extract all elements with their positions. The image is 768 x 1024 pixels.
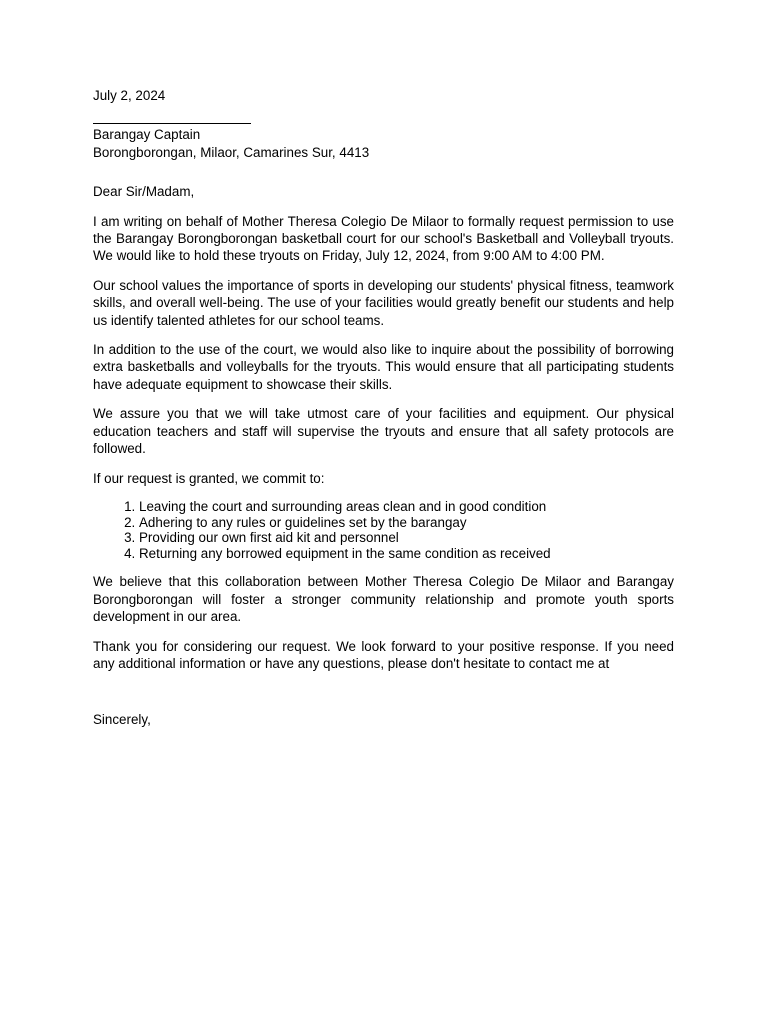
recipient-name-blank-line bbox=[93, 123, 251, 124]
closing: Sincerely, bbox=[93, 712, 151, 728]
salutation: Dear Sir/Madam, bbox=[93, 184, 195, 200]
list-item: 1. Leaving the court and surrounding areas clean and in good condition bbox=[139, 499, 674, 515]
body-paragraph-thanks: Thank you for considering our request. We look forward to your positive response. If you need any additional information or have any questions, please don't hesitate to contact me at bbox=[93, 638, 674, 671]
recipient-block bbox=[93, 123, 674, 161]
letter-date: July 2, 2024 bbox=[93, 88, 166, 103]
commit-intro: If our request is granted, we commit to: bbox=[93, 470, 325, 486]
body-paragraph-values: Our school values the importance of sports in developing our students' physical fitness, teamwork skills, and overall well-being. The use of your facilities would greatly benefit our students and help us identify talented athletes for our school teams. bbox=[93, 277, 674, 328]
body-paragraph-collaboration: We believe that this collaboration between Mother Theresa Colegio De Milaor and Barangay Borongborongan will foster a stronger community relationship and promote youth sports development in our area. bbox=[93, 574, 674, 625]
body-paragraph-request: I am writing on behalf of Mother Theresa Colegio De Milaor to formally request permission to use the Barangay Borongborongan basketball court for our school's Basketball and Volleyball tryouts. We would like to hold these tryouts on Friday, July 12, 2024, from 9:00 AM to 4:00 PM. bbox=[93, 213, 674, 264]
recipient-title: Barangay Captain bbox=[93, 127, 201, 143]
list-item: 3. Providing our own first aid kit and personnel bbox=[139, 530, 674, 546]
body-paragraph-equipment: In addition to the use of the court, we would also like to inquire about the possibility of borrowing extra basketballs and volleyballs for the tryouts. This would ensure that all participating students have adequate equipment to showcase their skills. bbox=[93, 342, 674, 392]
recipient-address: Borongborongan, Milaor, Camarines Sur, 4413 bbox=[93, 144, 370, 160]
body-paragraph-assurance: We assure you that we will take utmost care of your facilities and equipment. Our physical education teachers and staff will supervise the tryouts and ensure that all safety protocols are followed. bbox=[93, 406, 674, 457]
list-item: 2. Adhering to any rules or guidelines set by the barangay bbox=[139, 515, 674, 531]
list-item: 4. Returning any borrowed equipment in the same condition as received bbox=[139, 546, 674, 562]
commitment-list bbox=[93, 499, 674, 561]
